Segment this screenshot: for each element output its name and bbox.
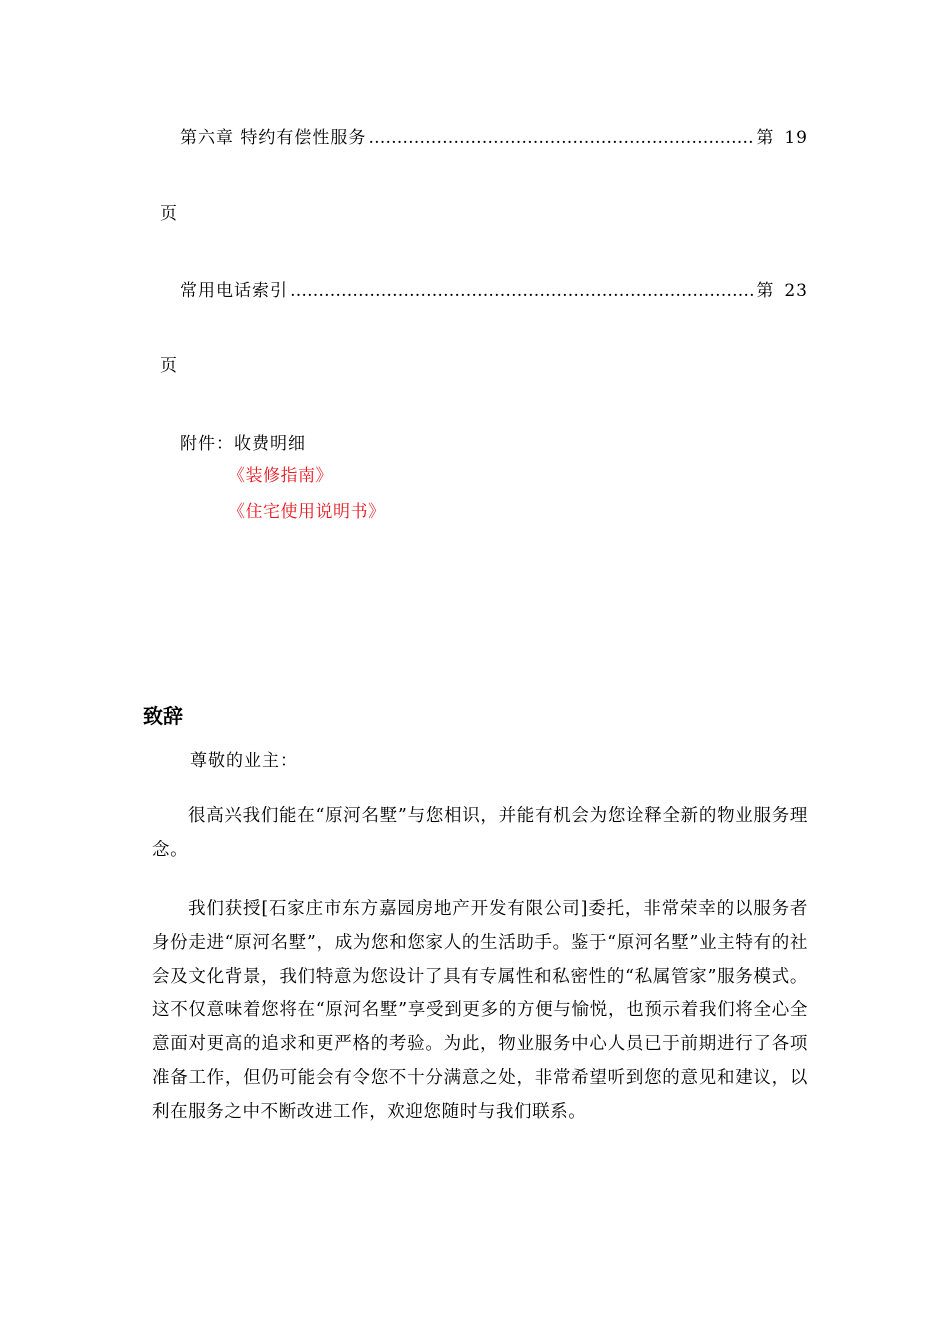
toc-entry-chapter-6[interactable] <box>180 126 808 150</box>
attachment-decoration-guide[interactable]: 《装修指南》 <box>228 466 333 486</box>
toc-entry-title: 第六章 特约有偿性服务 <box>180 128 367 148</box>
attachments-label: 附件：收费明细 <box>180 434 306 454</box>
salutation: 尊敬的业主： <box>190 751 298 771</box>
toc-leader-dots <box>290 279 754 303</box>
toc-entry-title: 常用电话索引 <box>180 281 288 301</box>
toc-page-prefix: 第 <box>756 128 775 148</box>
section-heading: 致辞 <box>143 704 183 728</box>
toc-page-number: 23 <box>784 281 808 301</box>
toc-page-suffix: 页 <box>160 204 177 224</box>
paragraph: 我们获授[石家庄市东方嘉园房地产开发有限公司]委托，非常荣幸的以服务者身份走进“原河名墅”，成为您和您家人的生活助手。鉴于“原河名墅”业主特有的社会及文化背景，我们特意为您设计了具有专属性和私密性的“私属管家”服务模式。这不仅意味着您将在“原河名墅”享受到更多的方便与愉悦，也预示着我们将全心全意面对更高的追求和更严格的考验。为此，物业服务中心人员已于前期进行了各项准备工作，但仍可能会有令您不十分满意之处，非常希望听到您的意见和建议，以利在服务之中不断改进工作，欢迎您随时与我们联系。 <box>152 899 808 1122</box>
toc-leader-dots <box>368 126 754 150</box>
attachment-residence-manual[interactable]: 《住宅使用说明书》 <box>228 502 386 522</box>
toc-page-ref <box>756 279 808 303</box>
paragraph: 很高兴我们能在“原河名墅”与您相识，并能有机会为您诠释全新的物业服务理念。 <box>152 806 808 860</box>
toc-entry-phone-index[interactable] <box>180 279 808 303</box>
toc-page-number: 19 <box>784 128 808 148</box>
toc-page-ref <box>756 126 808 150</box>
toc-page-prefix: 第 <box>756 281 775 301</box>
toc-page-suffix: 页 <box>160 356 177 376</box>
